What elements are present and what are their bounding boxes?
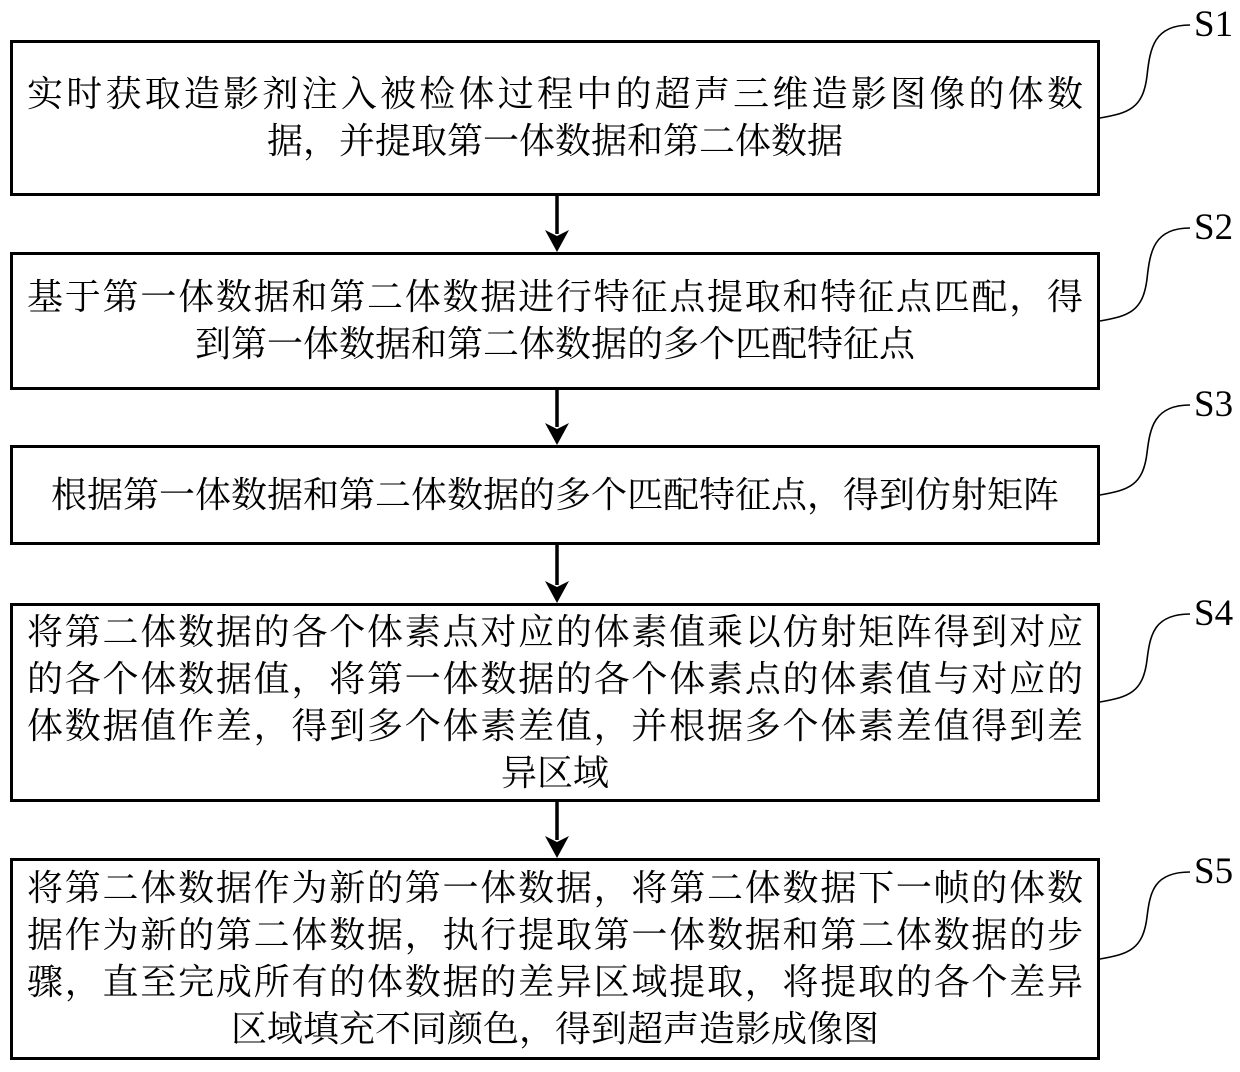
flow-step-1-box [10, 40, 1100, 196]
leader-line-s4 [1100, 614, 1190, 702]
flow-step-4-text-line-3: 体数据值作差，得到多个体素差值，并根据多个体素差值得到差 [27, 705, 1083, 746]
flow-step-4-text-line-2: 的各个体数据值，将第一体数据的各个体素点的体素值与对应的 [27, 658, 1083, 699]
flow-step-3-text-line-1: 根据第一体数据和第二体数据的多个匹配特征点，得到仿射矩阵 [50, 474, 1059, 515]
leader-line-s3 [1100, 405, 1190, 495]
flow-step-5-box [10, 858, 1100, 1060]
flow-step-4-text-line-4: 异区域 [500, 752, 609, 793]
flow-step-2-box [10, 252, 1100, 390]
step-label-s5: S5 [1194, 851, 1234, 892]
flow-step-3-box [10, 445, 1100, 545]
step-label-s2: S2 [1194, 207, 1234, 248]
flow-step-1-text-line-2: 据，并提取第一体数据和第二体数据 [266, 121, 843, 161]
flow-step-2-text-line-2: 到第一体数据和第二体数据的多个匹配特征点 [194, 324, 915, 364]
flow-step-5-text-line-4: 区域填充不同颜色，得到超声造影成像图 [230, 1009, 879, 1049]
leader-line-s5 [1100, 872, 1190, 959]
step-label-s3: S3 [1194, 384, 1234, 425]
flow-arrow-2 [545, 388, 569, 445]
flow-step-1-text-line-1: 实时获取造影剂注入被检体过程中的超声三维造影图像的体数 [27, 74, 1083, 114]
flow-step-2-text-line-1: 基于第一体数据和第二体数据进行特征点提取和特征点匹配，得 [27, 277, 1083, 317]
step-label-s4: S4 [1194, 593, 1234, 634]
flow-arrow-3 [545, 543, 569, 603]
flow-step-4-box [10, 603, 1100, 802]
step-label-s1: S1 [1194, 4, 1234, 45]
flow-arrow-4 [545, 800, 569, 858]
flow-step-4-text-line-1: 将第二体数据的各个体素点对应的体素值乘以仿射矩阵得到对应 [27, 611, 1083, 652]
leader-line-s2 [1100, 228, 1190, 321]
flow-step-5-text-line-2: 据作为新的第二体数据，执行提取第一体数据和第二体数据的步 [27, 915, 1083, 955]
flow-step-5-text-line-3: 骤，直至完成所有的体数据的差异区域提取，将提取的各个差异 [27, 962, 1083, 1002]
leader-line-s1 [1100, 25, 1190, 118]
flow-step-5-text-line-1: 将第二体数据作为新的第一体数据，将第二体数据下一帧的体数 [27, 868, 1083, 908]
flow-arrow-1 [545, 194, 569, 252]
